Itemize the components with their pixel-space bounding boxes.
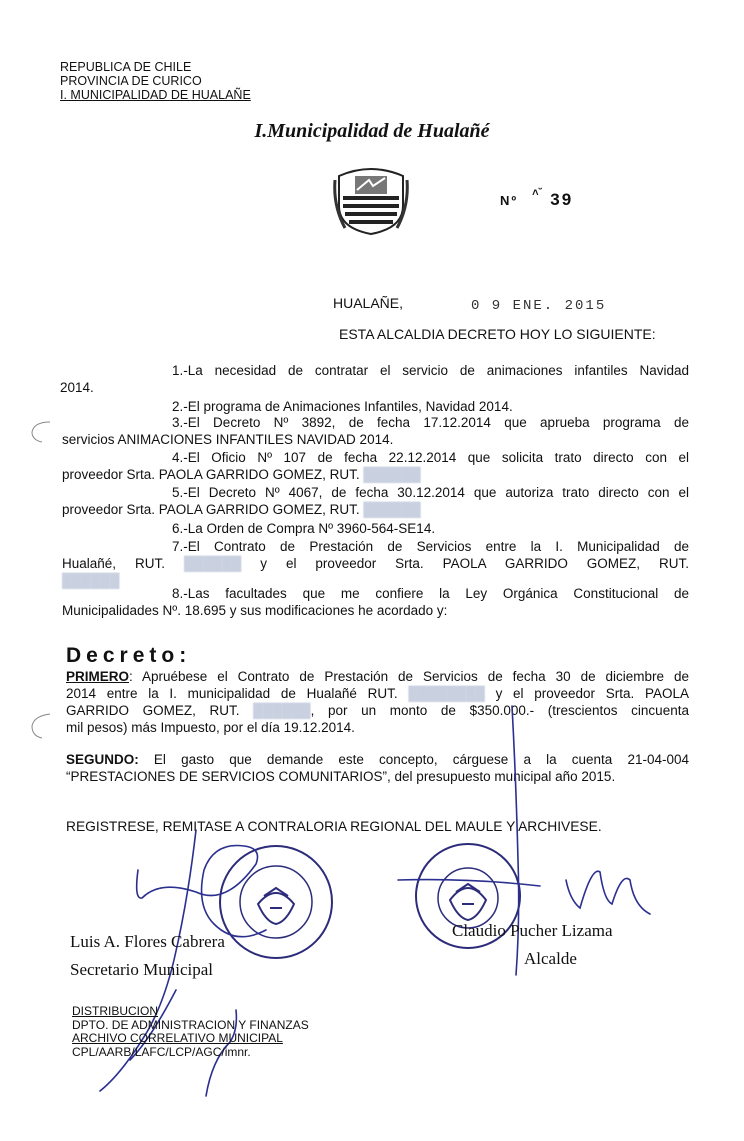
primero-line-4: mil pesos) más Impuesto, por el día 19.12.2014. [66,720,355,735]
segundo-line-1-text: El gasto que demande este concepto, cárguese a la cuenta 21-04-004 [138,752,689,767]
redacted-rut: ██████ [183,556,242,571]
place-label: HUALAÑE, [333,295,404,311]
decree-number-value: 39 [550,190,574,209]
redacted-rut: ██████ [363,467,421,482]
primero-line-2-a: 2014 entre la I. municipalidad de Hualañé RUT. [66,686,398,701]
closing-statement: REGISTRESE, REMITASE A CONTRALORIA REGIONAL DEL MAULE Y ARCHIVESE. [66,819,602,834]
primero-line-3-a: GARRIDO GOMEZ, RUT. [66,703,240,718]
considerando-7-line-1: 7.-El Contrato de Prestación de Servicios entre la I. Municipalidad de [172,539,689,554]
considerando-7-line-2-a: Hualañé, RUT. [62,556,165,571]
decreto-heading: Decreto: [66,644,192,667]
punch-hole-icon [28,710,52,740]
distribution-line-2: ARCHIVO CORRELATIVO MUNICIPAL [72,1031,283,1045]
considerando-5-line-2-text: proveedor Srta. PAOLA GARRIDO GOMEZ, RUT. [62,502,360,517]
considerando-7-line-2-b: y el proveedor Srta. PAOLA GARRIDO GOMEZ, RUT. [260,556,689,571]
primero-line-3-b: , por un monto de $350.000.- (trescientos cincuenta [310,703,689,718]
considerando-4-line-1: 4.-El Oficio Nº 107 de fecha 22.12.2014 que solicita trato directo con el [172,450,689,465]
mayor-role: Alcalde [524,949,577,968]
distribution-line-1: DPTO. DE ADMINISTRACION Y FINANZAS [72,1017,309,1032]
mayor-name: Claudio Pucher Lizama [452,921,613,940]
considerando-8-line-2: Municipalidades Nº. 18.695 y sus modificaciones he acordado y: [62,603,448,618]
decrees-statement: ESTA ALCALDIA DECRETO HOY LO SIGUIENTE: [339,326,656,342]
date-stamp: 0 9 ENE. 2015 [471,298,607,314]
secretary-role: Secretario Municipal [70,960,214,979]
letterhead-province: PROVINCIA DE CURICO [60,74,202,88]
considerando-6-line-1: 6.-La Orden de Compra Nº 3960-564-SE14. [172,521,436,536]
considerando-1-line-2: 2014. [60,380,94,395]
redacted-rut: ██████ [253,703,311,718]
segundo-label: SEGUNDO: [66,752,139,767]
decree-number-label: Nº [500,193,519,208]
distribution-line-3: CPL/AARB/LAFC/LCP/AGC/imnr. [72,1044,251,1059]
redacted-rut: ████████ [408,686,485,701]
mayor-signature-block [452,917,613,973]
primero-line-1-text: : Apruébese el Contrato de Prestación de Servicios de fecha 30 de diciembre de [129,669,689,684]
considerando-3-line-2: servicios ANIMACIONES INFANTILES NAVIDAD 2014. [62,432,394,447]
secretary-name: Luis A. Flores Cabrera [70,932,225,951]
letterhead-country: REPUBLICA DE CHILE [60,60,192,74]
primero-line-2-b: y el proveedor Srta. PAOLA [495,686,689,701]
considerando-5-line-1: 5.-El Decreto Nº 4067, de fecha 30.12.2014 que autoriza trato directo con el [172,485,689,500]
considerando-2-line-1: 2.-El programa de Animaciones Infantiles, Navidad 2014. [172,399,513,414]
considerando-1-line-1: 1.-La necesidad de contratar el servicio de animaciones infantiles Navidad [172,363,689,378]
considerando-3-line-1: 3.-El Decreto Nº 3892, de fecha 17.12.2014 que aprueba programa de [172,415,689,430]
primero-label: PRIMERO [66,669,130,684]
distribution-list [72,1005,309,1059]
decree-number-ticks: ˄˘ [532,187,543,199]
punch-hole-icon [28,418,52,444]
considerando-8-line-1: 8.-Las facultades que me confiere la Ley Orgánica Constitucional de [172,586,689,601]
redacted-rut: ██████ [62,573,120,588]
redacted-rut: ██████ [363,502,421,517]
segundo-line-2: “PRESTACIONES DE SERVICIOS COMUNITARIOS”, del presupuesto municipal año 2015. [66,769,616,784]
secretary-signature-block [70,928,225,984]
considerando-4-line-2-text: proveedor Srta. PAOLA GARRIDO GOMEZ, RUT. [62,467,360,482]
letterhead-municipality: I. MUNICIPALIDAD DE HUALAÑE [60,88,251,102]
document-title: I.Municipalidad de Hualañé [254,120,490,142]
distribution-heading: DISTRIBUCION [72,1004,159,1018]
